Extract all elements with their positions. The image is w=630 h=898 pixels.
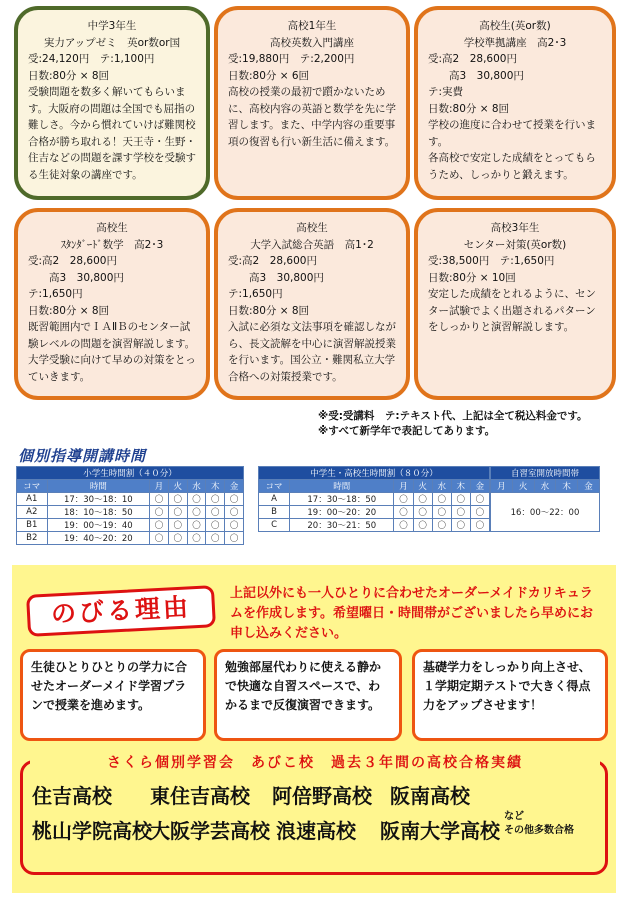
study-room-time: 16：00〜22：00 <box>491 493 600 532</box>
secondary-timetable <box>258 466 490 532</box>
table-row <box>259 506 490 519</box>
study-room-table <box>490 466 600 532</box>
cell: 20：30〜21：50 <box>290 519 394 532</box>
course-card-school-prep <box>414 6 616 200</box>
course-card-high1 <box>214 6 410 200</box>
cell: B <box>259 506 290 519</box>
card-description: 入試に必須な文法事項を確認しながら、長文読解を中心に演習解説授業を行います。国公立・難関私立大学合格への対策授業です。 <box>228 321 396 383</box>
card-fee-g3: 高3 30,800円 <box>428 69 524 82</box>
note-line: ※すべて新学年で表記してあります。 <box>318 425 496 437</box>
cell: 〇 <box>432 506 451 519</box>
col-header: 時間 <box>290 480 394 493</box>
cell: 〇 <box>470 519 489 532</box>
cell: 19：00〜19：40 <box>47 519 150 532</box>
cell: B2 <box>17 532 48 545</box>
cell: 〇 <box>206 506 225 519</box>
card-fee-g2: 受:高2 28,600円 <box>28 255 117 267</box>
reason-box-score-up: 基礎学力をしっかり向上させ、１学期定期テストで大きく得点力をアップさせます！ <box>412 649 608 741</box>
cell: 〇 <box>470 493 489 506</box>
results-title: さくら個別学習会 あびこ校 過去３年間の高校合格実績 <box>30 752 600 772</box>
cell: 〇 <box>394 519 413 532</box>
cell: 〇 <box>187 493 206 506</box>
col-header: 木 <box>451 480 470 493</box>
cell: 〇 <box>451 493 470 506</box>
note-line: ※受:受講料 テ:テキスト代、上記は全て税込料金です。 <box>318 410 588 422</box>
course-card-center-exam <box>414 208 616 400</box>
course-card-standard-math <box>14 208 210 400</box>
card-grade: 高校1年生 <box>287 20 337 32</box>
schedule-title: 個別指導開講時間 <box>18 447 147 465</box>
cell: 17：30〜18：50 <box>290 493 394 506</box>
card-grade: 高校生 <box>96 222 128 234</box>
etc-line: その他多数合格 <box>504 825 574 836</box>
card-sessions: 日数:80分 × 10回 <box>428 271 516 284</box>
card-fee: 受:38,500円 テ:1,650円 <box>428 255 555 267</box>
card-description: 受験問題を数多く解いてもらいます。大阪府の問題は全国でも屈指の難しさ。今から慣れていけば難関校合格が勝ち取れる！天王寺・生野・住吉などの問題を課す学校を受験する生徒対象の講座です。 <box>28 86 196 181</box>
cell: 〇 <box>168 493 187 506</box>
col-header: 金 <box>225 480 244 493</box>
cell: C <box>259 519 290 532</box>
card-sessions: 日数:80分 × 8回 <box>28 304 110 317</box>
col-header: 金 <box>470 480 489 493</box>
reasons-badge: のびる理由 <box>26 585 216 637</box>
col-header: コマ <box>17 480 48 493</box>
reason-box-plan: 生徒ひとりひとりの学力に合せたオーダーメイド学習プランで授業を進めます。 <box>20 649 206 741</box>
col-header: 月 <box>394 480 413 493</box>
course-card-exam-english <box>214 208 410 400</box>
card-grade: 高校生(英or数) <box>479 20 551 32</box>
card-fee-g3: 高3 30,800円 <box>28 271 124 284</box>
cell: 〇 <box>168 532 187 545</box>
col-header: 月 <box>150 480 169 493</box>
cell: 18：10〜18：50 <box>47 506 150 519</box>
table-row <box>259 493 490 506</box>
school-name: 阪南高校 <box>390 784 470 808</box>
cell: 〇 <box>168 519 187 532</box>
card-fee: 受:24,120円 テ:1,100円 <box>28 53 155 65</box>
cell: 〇 <box>150 493 169 506</box>
cell: 〇 <box>187 506 206 519</box>
table-row <box>259 519 490 532</box>
table-row <box>17 532 244 545</box>
card-description: 高校の授業の最初で躓かないために、高校内容の英語と数学を先に学習します。また、中学内容の重要事項の復習も行い新生活に備えます。 <box>228 86 396 148</box>
cell: 〇 <box>206 532 225 545</box>
col-header: 水 <box>534 480 556 493</box>
table-row <box>17 506 244 519</box>
col-header: 火 <box>413 480 432 493</box>
col-header: 火 <box>168 480 187 493</box>
cell: 〇 <box>225 532 244 545</box>
course-card-junior3 <box>14 6 210 200</box>
card-course: 実力アップゼミ 英or数or国 <box>43 36 181 49</box>
card-course: 大学入試総合英語 高1･2 <box>250 238 374 251</box>
card-sessions: 日数:80分 × 8回 <box>428 102 510 115</box>
table-title: 自習室開放時間帯 <box>491 467 600 480</box>
cell: 〇 <box>470 506 489 519</box>
card-text-fee: テ:1,650円 <box>228 288 283 300</box>
col-header: 水 <box>432 480 451 493</box>
card-fee-g2: 受:高2 28,600円 <box>428 53 517 65</box>
reasons-intro: 上記以外にも一人ひとりに合わせたオーダーメイドカリキュラムを作成します。希望曜日・時間帯がございましたら早めにお申し込みください。 <box>230 586 593 641</box>
school-name: 浪速高校 <box>276 819 356 843</box>
cell: 〇 <box>394 493 413 506</box>
cell: 〇 <box>413 493 432 506</box>
etc-line: など <box>504 811 524 822</box>
card-fee-g3: 高3 30,800円 <box>228 271 324 284</box>
cell: A <box>259 493 290 506</box>
card-fee-g2: 受:高2 28,600円 <box>228 255 317 267</box>
card-description-2: 各高校で安定した成績をとってもらうため、しっかりと鍛えます。 <box>428 152 596 181</box>
cell: 17：30〜18：10 <box>47 493 150 506</box>
table-row <box>17 493 244 506</box>
cell: 19：40〜20：20 <box>47 532 150 545</box>
card-description: 安定した成績をとれるように、センター試験でよく出題されるパターンをしっかりと演習解説します。 <box>428 288 596 333</box>
cell: 〇 <box>394 506 413 519</box>
card-course: 学校準拠講座 高2･3 <box>463 36 567 49</box>
card-grade: 高校生 <box>296 222 328 234</box>
cell: 〇 <box>451 506 470 519</box>
cell: 〇 <box>206 519 225 532</box>
card-text-fee: テ:1,650円 <box>28 288 83 300</box>
col-header: コマ <box>259 480 290 493</box>
cell: 〇 <box>150 519 169 532</box>
col-header: 月 <box>491 480 513 493</box>
price-notes <box>318 409 588 439</box>
cell: A2 <box>17 506 48 519</box>
table-row <box>17 519 244 532</box>
cell: 〇 <box>206 493 225 506</box>
col-header: 金 <box>578 480 600 493</box>
school-name: 阪南大学高校 <box>380 819 500 843</box>
card-grade: 中学3年生 <box>87 20 137 32</box>
card-course: センター対策(英or数) <box>463 238 567 251</box>
school-name: 大阪学芸高校 <box>150 819 270 843</box>
card-sessions: 日数:80分 × 6回 <box>228 69 310 82</box>
school-name: 桃山学院高校 <box>32 819 152 843</box>
card-course: 高校英数入門講座 <box>270 36 354 49</box>
cell: 〇 <box>150 506 169 519</box>
card-description: 既習範囲内でＩＡⅡＢのセンター試験レベルの問題を演習解説します。大学受験に向けて早めの対策をとっていきます。 <box>28 321 196 383</box>
card-sessions: 日数:80分 × 8回 <box>228 304 310 317</box>
cell: 〇 <box>225 493 244 506</box>
cell: 〇 <box>150 532 169 545</box>
card-text-fee: テ:実費 <box>428 86 464 98</box>
cell: 〇 <box>225 519 244 532</box>
cell: 〇 <box>187 519 206 532</box>
cell: 〇 <box>451 519 470 532</box>
card-fee: 受:19,880円 テ:2,200円 <box>228 53 355 65</box>
results-etc <box>504 810 574 838</box>
school-name: 東住吉高校 <box>150 784 250 808</box>
table-title: 中学生・高校生時間割（８０分） <box>259 467 490 480</box>
table-title: 小学生時間割（４０分） <box>17 467 244 480</box>
cell: 19：00〜20：20 <box>290 506 394 519</box>
school-name: 住吉高校 <box>32 784 112 808</box>
school-name: 阿倍野高校 <box>272 784 372 808</box>
cell: 〇 <box>432 493 451 506</box>
card-course: ｽﾀﾝﾀﾞｰﾄﾞ数学 高2･3 <box>60 238 164 251</box>
col-header: 水 <box>187 480 206 493</box>
card-description: 学校の進度に合わせて授業を行います。 <box>428 119 596 148</box>
cell: 〇 <box>413 519 432 532</box>
card-sessions: 日数:80分 × 8回 <box>28 69 110 82</box>
cell: 〇 <box>432 519 451 532</box>
cell: B1 <box>17 519 48 532</box>
cell: 〇 <box>187 532 206 545</box>
cell: 〇 <box>225 506 244 519</box>
col-header: 木 <box>206 480 225 493</box>
cell: 〇 <box>168 506 187 519</box>
col-header: 時間 <box>47 480 150 493</box>
col-header: 木 <box>556 480 578 493</box>
cell: A1 <box>17 493 48 506</box>
col-header: 火 <box>512 480 534 493</box>
reason-box-study-space: 勉強部屋代わりに使える静かで快適な自習スペースで、わかるまで反復演習できます。 <box>214 649 402 741</box>
card-grade: 高校3年生 <box>490 222 540 234</box>
cell: 〇 <box>413 506 432 519</box>
elementary-timetable <box>16 466 244 545</box>
